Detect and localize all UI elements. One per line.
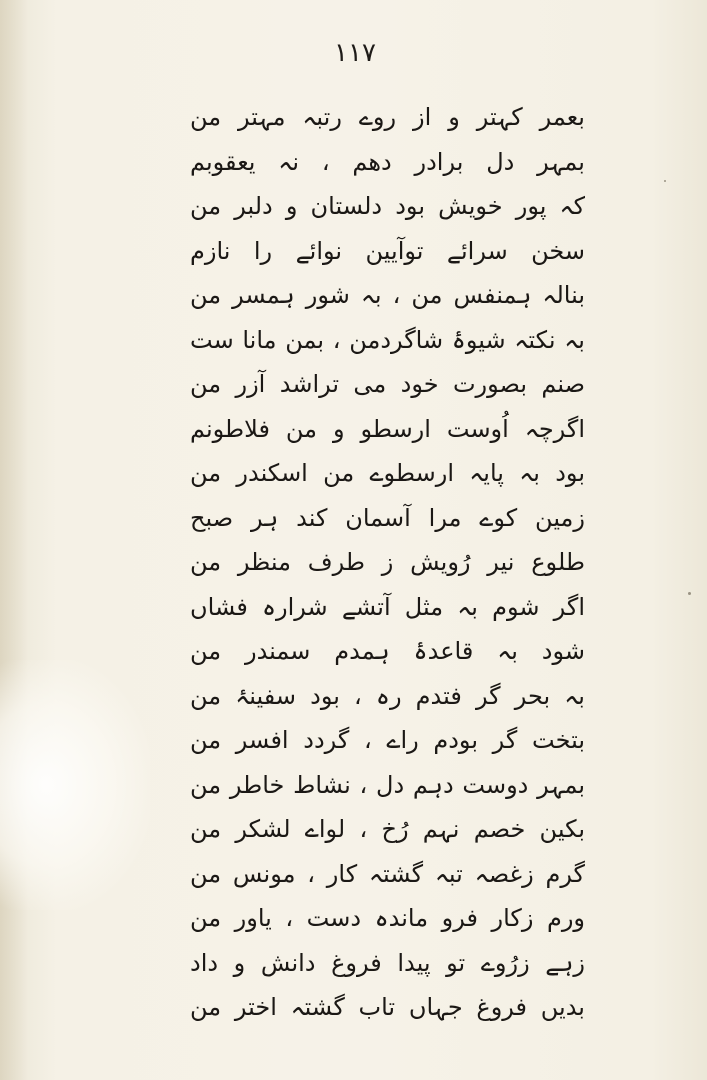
verse-line: صنم بصورت خود می تراشد آزر من [190,370,585,398]
verse-line: زہے زرُوے تو پیدا فروغ دانش و داد [190,948,585,977]
paper-speck [688,592,691,595]
verse-line: بمہر دل برادر دھم ، نہ یعقوبم [190,147,585,176]
verse-line: سخن سرائے توآیین نوائے را نازم [190,236,585,265]
verse-line: اگرچہ اُوست ارسطو و من فلاطونم [190,414,585,443]
verse-line: زمین کوے مرا آسمان کند ہر صبح [190,503,585,532]
poem-text-block [190,95,585,1030]
verse-line: بہ نکتہ شیوۂ شاگردمن ، بمن مانا ست [190,325,585,354]
verse-line: گرم زغصہ تبہ گشتہ کار ، مونس من [190,859,585,888]
verse-line: شود بہ قاعدۂ ہمدم سمندر من [190,637,585,665]
verse-line: بعمر کہتر و از روے رتبہ مہتر من [190,103,585,131]
verse-line: ورم زکار فرو ماندہ دست ، یاور من [190,904,585,932]
verse-line: بنالہ ہمنفس من ، بہ شور ہمسر من [190,281,585,309]
verse-line: کہ پور خویش بود دلستان و دلبر من [190,192,585,220]
verse-line: طلوع نیر رُویش ز طرف منظر من [190,548,585,576]
verse-line: بتخت گر بودم راے ، گردد افسر من [190,726,585,754]
binding-gutter-shadow [0,0,28,1080]
verse-line: بدیں فروغ جہاں تاب گشتہ اختر من [190,993,585,1021]
verse-line: بمہر دوست دہم دل ، نشاط خاطر من [190,770,585,799]
page-number: ۱۱۷ [334,38,376,68]
paper-stain [0,660,150,910]
verse-line: بکین خصم نہم رُخ ، لواے لشکر من [190,815,585,843]
paper-speck [664,180,666,182]
verse-line: بہ بحر گر فتدم رہ ، بود سفینۂ من [190,681,585,710]
verse-line: اگر شوم بہ مثل آتشے شرارہ فشاں [190,592,585,621]
verse-line: بود بہ پایہ ارسطوے من اسکندر من [190,459,585,487]
